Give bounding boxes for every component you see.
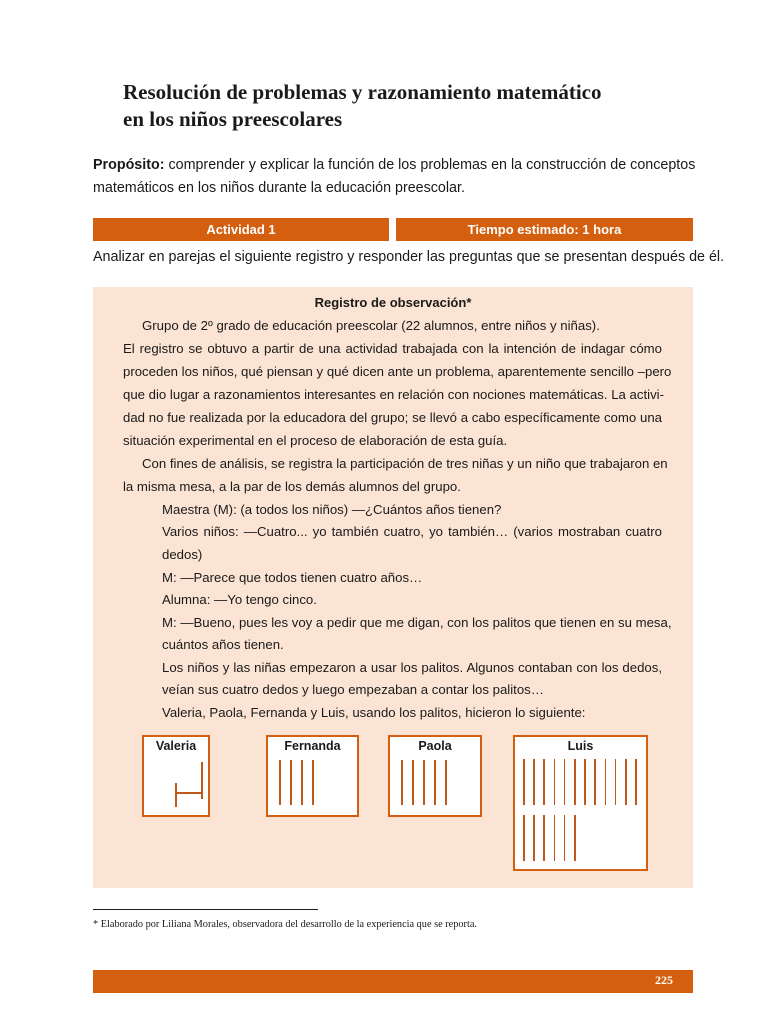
counting-stick xyxy=(175,783,177,807)
purpose-text: comprender y explicar la función de los problemas en la construcción de conceptos matemáticos en los niños durante la educación preescolar. xyxy=(93,157,696,196)
counting-stick xyxy=(434,760,436,805)
counting-stick xyxy=(523,759,525,805)
observation-record xyxy=(93,287,693,888)
dialogue-line: M: —Bueno, pues les voy a pedir que me digan, con los palitos que tienen en su mesa, xyxy=(162,615,672,630)
activity-instruction: Analizar en parejas el siguiente registro y responder las preguntas que se presentan después de él. xyxy=(93,249,725,265)
activity-label: Actividad 1 xyxy=(93,218,389,241)
record-line: situación experimental en el proceso de elaboración de esta guía. xyxy=(123,433,508,448)
footnote-rule xyxy=(93,909,318,910)
record-title: Registro de observación* xyxy=(314,295,472,310)
counting-stick xyxy=(423,760,425,805)
child-card-luis xyxy=(513,735,648,871)
record-line: veían sus cuatro dedos y luego empezaban a contar los palitos… xyxy=(162,682,544,697)
counting-stick xyxy=(445,760,447,805)
record-line: que dio lugar a razonamientos interesantes en relación con nociones matemáticas. La activi- xyxy=(123,387,664,402)
record-line: proceden los niños, qué piensan y qué dicen ante un problema, aparentemente sencillo –pero xyxy=(123,364,672,379)
counting-stick xyxy=(176,792,202,794)
counting-stick xyxy=(554,759,556,805)
counting-stick xyxy=(533,759,535,805)
purpose-paragraph xyxy=(93,154,703,200)
dialogue-line: Alumna: —Yo tengo cinco. xyxy=(162,592,317,607)
dialogue-line: M: —Parece que todos tienen cuatro años… xyxy=(162,570,423,585)
counting-stick xyxy=(543,759,545,805)
child-card-valeria xyxy=(142,735,210,817)
counting-stick xyxy=(574,815,576,861)
counting-stick xyxy=(584,759,586,805)
record-line: Con fines de análisis, se registra la participación de tres niñas y un niño que trabajaron en xyxy=(142,456,668,471)
dialogue-line: cuántos años tienen. xyxy=(162,637,284,652)
child-card-paola xyxy=(388,735,482,817)
counting-stick xyxy=(533,815,535,861)
child-name: Luis xyxy=(567,739,594,753)
counting-stick xyxy=(564,815,566,861)
estimated-time: Tiempo estimado: 1 hora xyxy=(396,218,693,241)
counting-stick xyxy=(574,759,576,805)
counting-stick xyxy=(543,815,545,861)
counting-stick xyxy=(625,759,627,805)
counting-stick xyxy=(412,760,414,805)
counting-stick xyxy=(523,815,525,861)
counting-stick xyxy=(290,760,292,805)
record-line: la misma mesa, a la par de los demás alumnos del grupo. xyxy=(123,479,461,494)
page-title xyxy=(123,79,683,133)
counting-stick xyxy=(401,760,403,805)
record-line: El registro se obtuvo a partir de una actividad trabajada con la intención de indagar cómo xyxy=(123,341,662,356)
record-line: Los niños y las niñas empezaron a usar los palitos. Algunos contaban con los dedos, xyxy=(162,660,662,675)
counting-stick xyxy=(301,760,303,805)
record-line: Grupo de 2º grado de educación preescolar (22 alumnos, entre niños y niñas). xyxy=(142,318,600,333)
child-card-fernanda xyxy=(266,735,359,817)
counting-stick xyxy=(279,760,281,805)
title-line-1: Resolución de problemas y razonamiento matemático xyxy=(123,80,602,104)
footnote: * Elaborado por Liliana Morales, observadora del desarrollo de la experiencia que se reporta. xyxy=(93,919,477,930)
dialogue-line: Maestra (M): (a todos los niños) —¿Cuántos años tienen? xyxy=(162,502,502,517)
child-name: Valeria xyxy=(155,739,197,753)
child-name: Fernanda xyxy=(284,739,341,753)
child-name: Paola xyxy=(418,739,452,753)
counting-stick xyxy=(635,759,637,805)
counting-stick xyxy=(594,759,596,805)
record-line: dad no fue realizada por la educadora del grupo; se llevó a cabo específicamente como una xyxy=(123,410,662,425)
record-line: Valeria, Paola, Fernanda y Luis, usando los palitos, hicieron lo siguiente: xyxy=(162,705,586,720)
counting-stick xyxy=(605,759,607,805)
footer-bar xyxy=(93,970,693,993)
title-line-2: en los niños preescolares xyxy=(123,107,343,131)
counting-stick xyxy=(312,760,314,805)
counting-stick xyxy=(615,759,617,805)
counting-stick xyxy=(564,759,566,805)
dialogue-line: dedos) xyxy=(162,547,203,562)
dialogue-line: Varios niños: —Cuatro... yo también cuatro, yo también… (varios mostraban cuatro xyxy=(162,524,662,539)
page-number: 225 xyxy=(655,973,673,987)
counting-stick xyxy=(554,815,556,861)
purpose-label: Propósito: xyxy=(93,157,165,173)
